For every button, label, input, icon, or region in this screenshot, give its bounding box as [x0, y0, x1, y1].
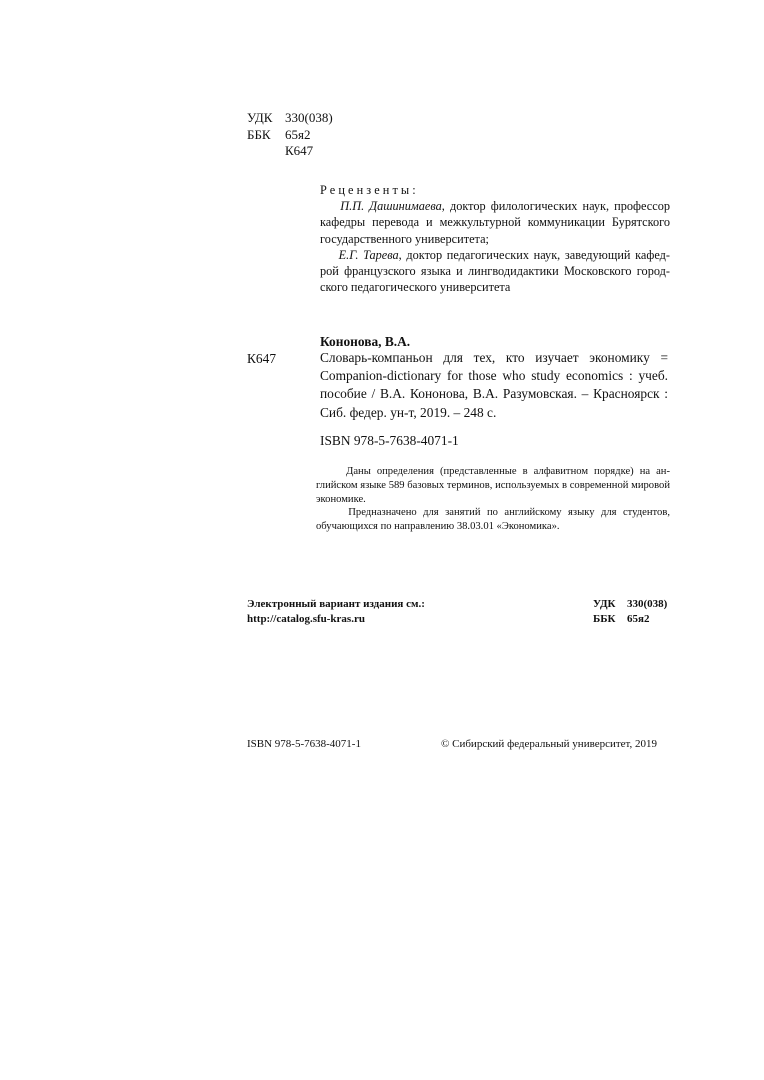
reviewers-block	[320, 182, 670, 295]
udk-value: 330(038)	[285, 110, 333, 125]
reviewer-description: , доктор филологических наук, профессор кафедры перевода и межкультурной коммуникации Бурятского государственного университета;	[320, 199, 671, 246]
annotation-block	[316, 465, 670, 534]
author-mark-row	[247, 143, 333, 160]
footer-copyright: © Сибирский федеральный университет, 2019	[441, 738, 658, 750]
bbk-value: 65я2	[285, 126, 311, 142]
reviewer-name: П.П. Дашинимаева	[340, 199, 442, 214]
electronic-udk-value: 330(038)	[627, 598, 668, 610]
reviewers-heading: Рецензенты:	[320, 183, 419, 197]
electronic-udk-label: УДК	[593, 598, 616, 610]
electronic-bbk-value: 65я2	[627, 613, 650, 625]
record-description: Словарь-компаньон для тех, кто изучает экономику = Companion-dictionary for those who study economics : учеб. пособие / В.А. Кононова, В.А. Разумовская. – Красноярск : Сиб. федер. ун-т, 2019. – 248 с.	[320, 350, 668, 420]
reviewer-item	[320, 247, 670, 296]
reviewer-name: Е.Г. Тарева	[338, 247, 399, 262]
reviewer-item	[320, 198, 670, 247]
electronic-bbk-label: ББК	[593, 613, 616, 625]
classification-block	[247, 110, 333, 160]
reviewer-description: , доктор педагогических наук, заведующий кафед-рой французского языка и лингводидактики Московского город-ского педагогического университета	[320, 247, 671, 295]
udk-row	[247, 110, 333, 127]
bbk-label: ББК	[247, 126, 271, 142]
annotation-paragraph: Даны определения (представленные в алфавитном порядке) на ан-глийском языке 589 базовых терминов, используемых в современной мировой экономике.	[316, 466, 670, 505]
electronic-url[interactable]: http://catalog.sfu-kras.ru	[247, 613, 365, 625]
footer-isbn: ISBN 978-5-7638-4071-1	[247, 738, 361, 750]
electronic-edition-block	[247, 597, 425, 627]
electronic-classification	[593, 597, 667, 627]
annotation-paragraph: Предназначено для занятий по английскому языку для студентов, обучающихся по направлению 38.03.01 «Экономика».	[316, 507, 670, 533]
bbk-row	[247, 127, 333, 144]
author-mark: К647	[285, 143, 314, 158]
record-isbn: ISBN 978-5-7638-4071-1	[320, 433, 459, 448]
record-code: К647	[247, 351, 277, 366]
udk-label: УДК	[247, 110, 273, 125]
record-author: Кононова, В.А.	[320, 334, 411, 349]
electronic-label: Электронный вариант издания см.:	[247, 598, 425, 610]
